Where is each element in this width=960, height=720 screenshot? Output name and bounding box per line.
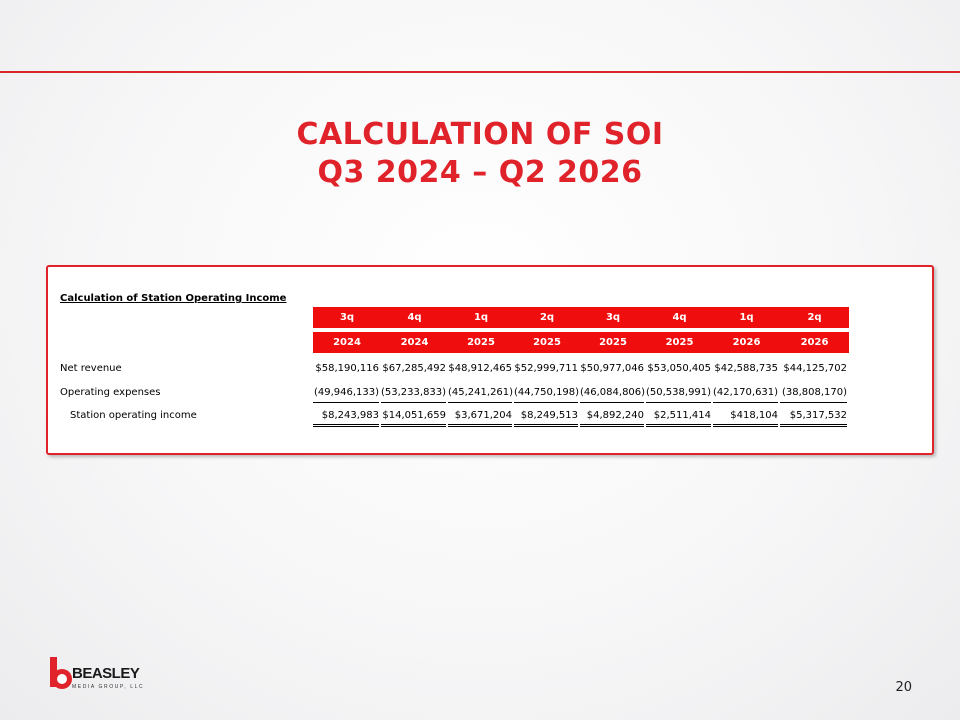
page-number: 20 [895,680,912,695]
table-cell: $50,977,046 [580,363,644,374]
title-line-1: CALCULATION OF SOI [296,117,664,152]
col-header-year: 2026 [713,332,780,353]
table-cell: $53,050,405 [647,363,711,374]
table-cell: (50,538,991) [646,387,711,403]
col-header-q: 2q [780,307,849,328]
table-cell: (45,241,261) [448,387,512,403]
top-divider [0,71,960,73]
table-cell: (42,170,631) [713,387,778,403]
table-cell: $418,104 [713,410,778,427]
table-cell: (46,084,806) [580,387,644,403]
row-label-station-operating-income: Station operating income [70,410,197,421]
col-header-q: 3q [313,307,381,328]
col-header-q: 4q [646,307,713,328]
table-cell: $3,671,204 [448,410,512,427]
table-cell: (44,750,198) [514,387,578,403]
table-cell: $58,190,116 [315,363,379,374]
title-line-2: Q3 2024 – Q2 2026 [317,155,643,190]
col-header-year: 2024 [313,332,381,353]
col-header-year: 2025 [448,332,514,353]
col-header-q: 4q [381,307,448,328]
logo-b-icon [48,657,74,693]
col-header-year: 2025 [646,332,713,353]
table-cell: $44,125,702 [783,363,847,374]
col-header-q: 2q [514,307,580,328]
col-header-q: 3q [580,307,646,328]
col-header-year: 2025 [514,332,580,353]
table-cell: $2,511,414 [646,410,711,427]
table-cell: $52,999,711 [514,363,578,374]
table-cell: $14,051,659 [381,410,446,427]
logo-subtext: MEDIA GROUP, LLC [72,684,145,690]
table-cell: $42,588,735 [714,363,778,374]
logo-wordmark: BEASLEY [72,665,140,682]
beasley-logo [48,655,148,695]
table-cell: $8,249,513 [514,410,578,427]
col-header-year: 2026 [780,332,849,353]
row-label-net-revenue: Net revenue [60,363,122,374]
table-cell: (38,808,170) [780,387,847,403]
table-cell: $48,912,465 [448,363,512,374]
slide-title [0,116,960,192]
row-label-operating-expenses: Operating expenses [60,387,161,398]
table-cell: (53,233,833) [381,387,446,403]
table-cell: $5,317,532 [780,410,847,427]
col-header-q: 1q [713,307,780,328]
table-cell: $8,243,983 [313,410,379,427]
soi-table-panel [46,265,934,455]
col-header-year: 2025 [580,332,646,353]
col-header-year: 2024 [381,332,448,353]
table-cell: $67,285,492 [382,363,446,374]
table-cell: (49,946,133) [313,387,379,403]
col-header-q: 1q [448,307,514,328]
table-caption: Calculation of Station Operating Income [60,293,287,304]
table-cell: $4,892,240 [580,410,644,427]
